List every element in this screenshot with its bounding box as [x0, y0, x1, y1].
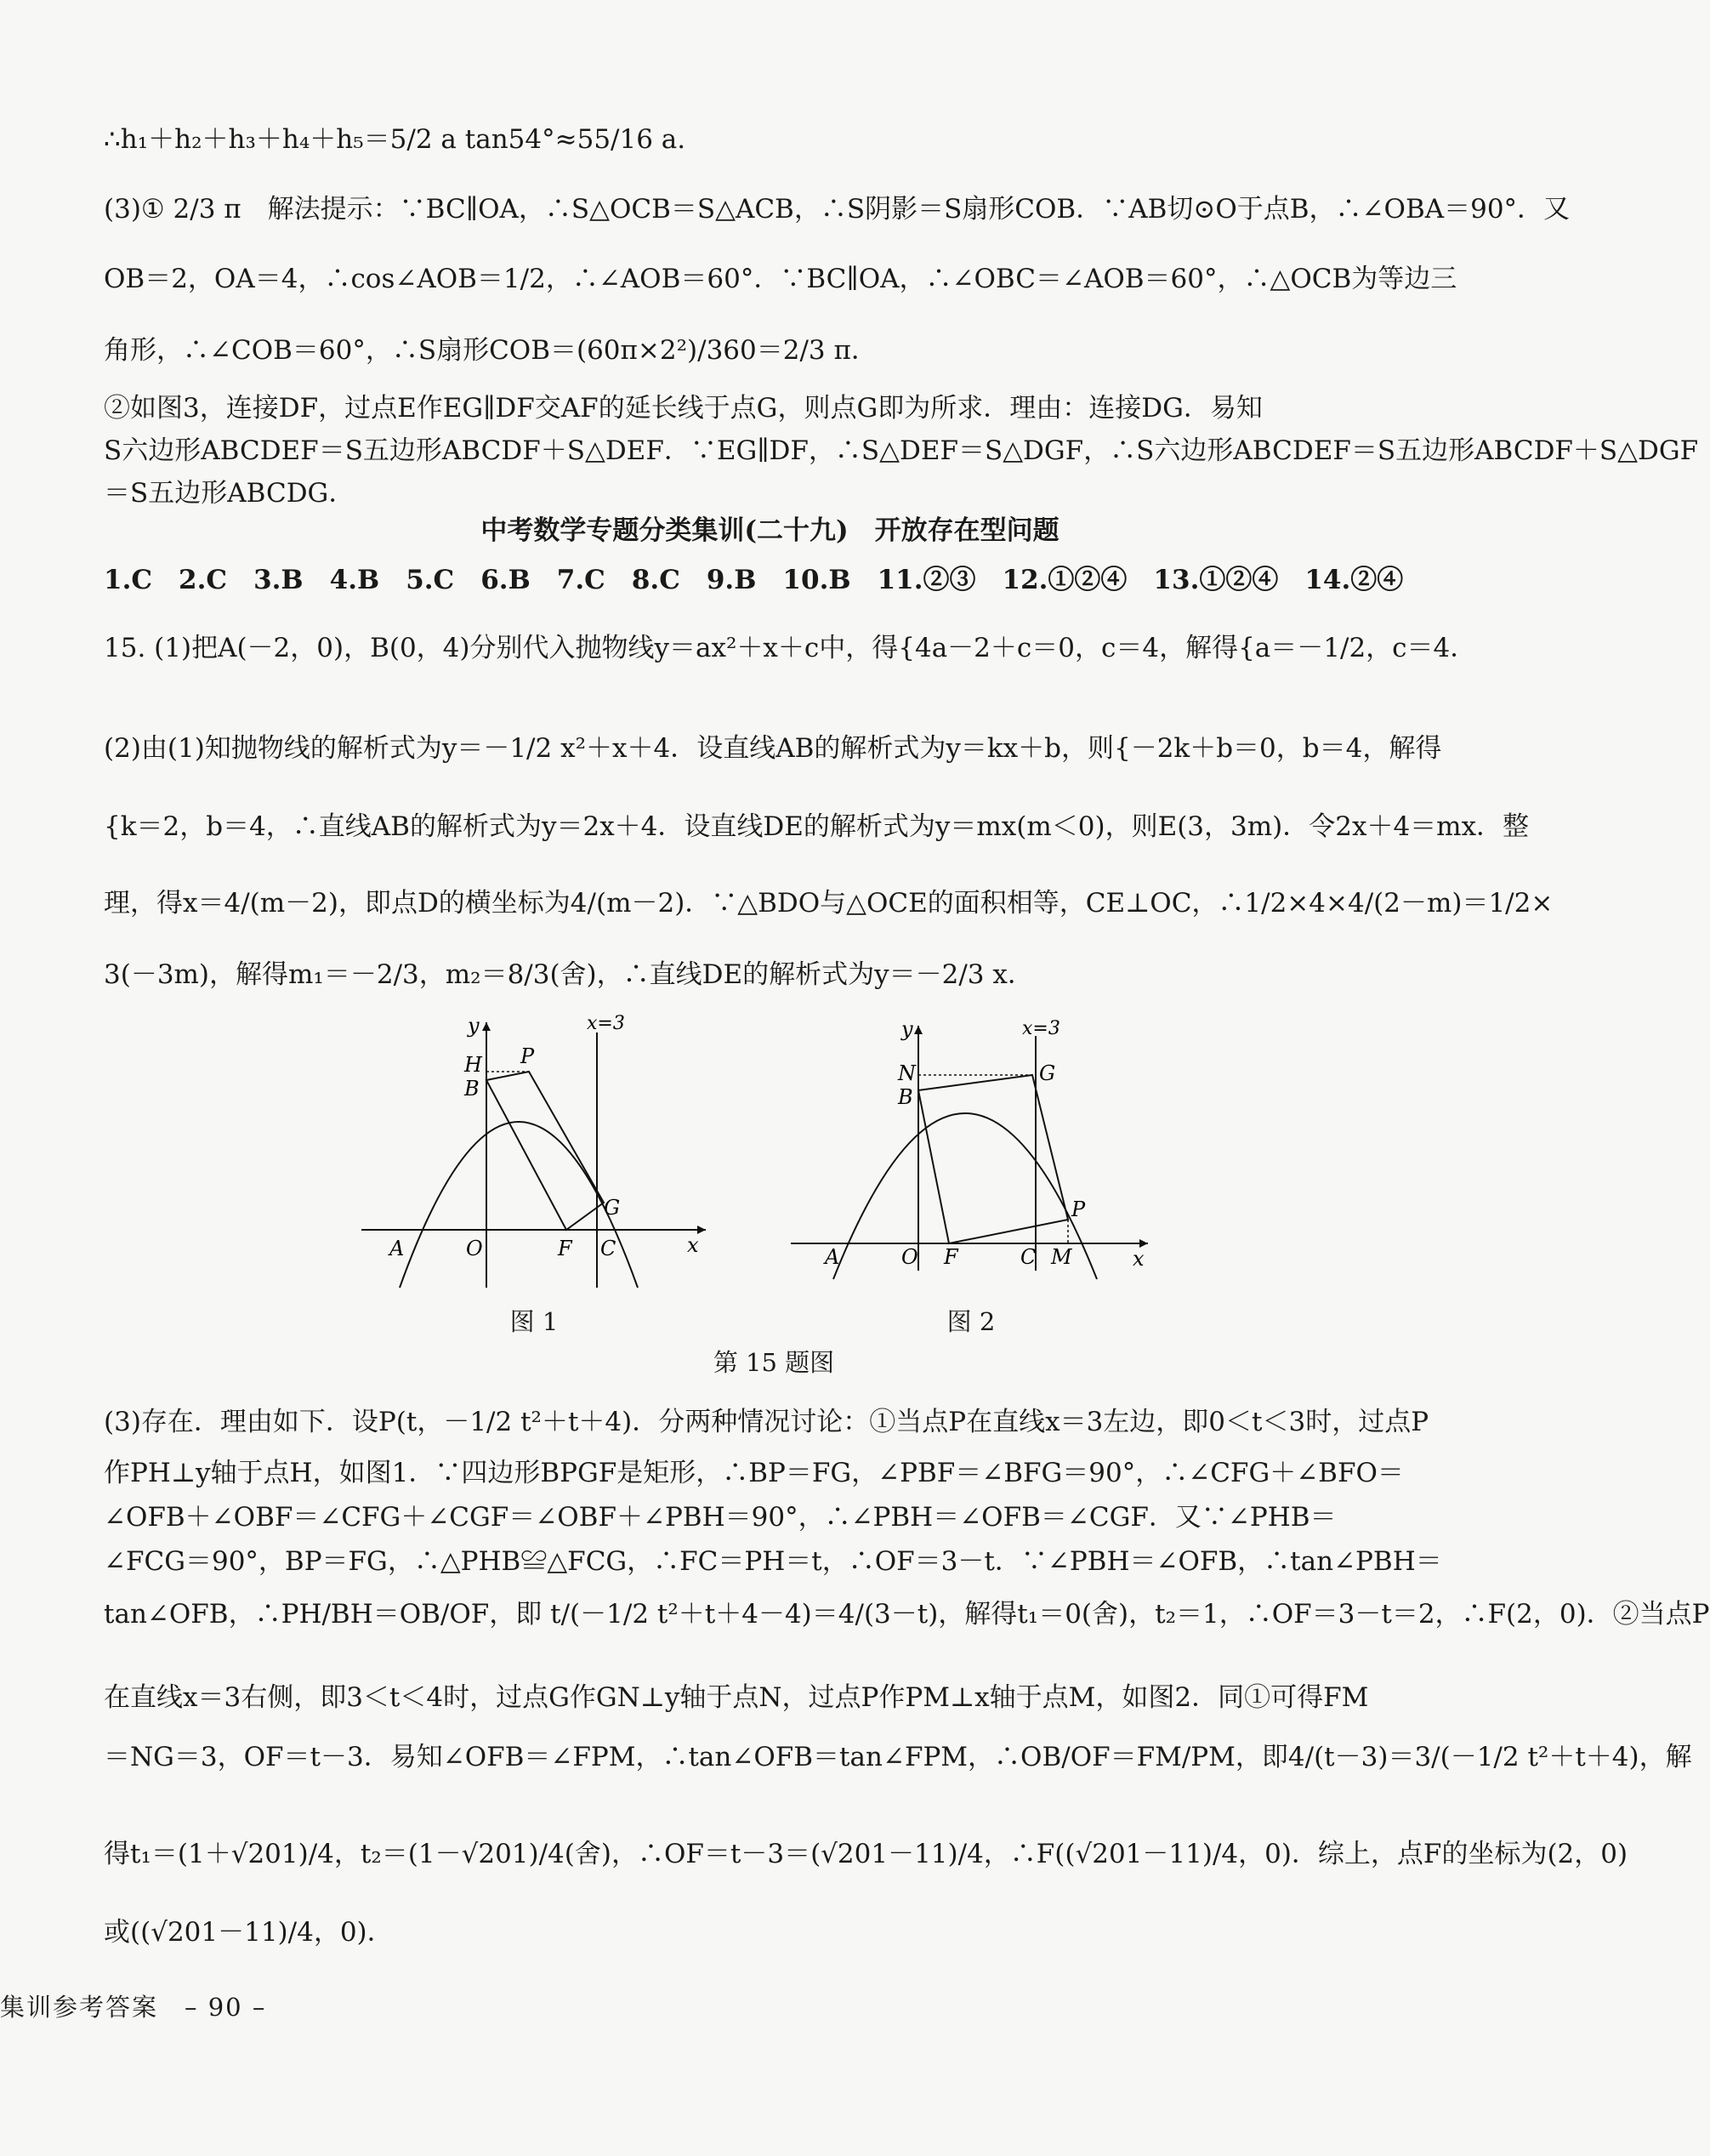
text-line-q15-4: 理，得x＝4/(m－2)，即点D的横坐标为4/(m－2)．∵△BDO与△OCE的面积相等，CE⊥OC，∴1/2×4×4/(2－m)＝1/2× — [104, 888, 1554, 919]
text-line-q15-6: (3)存在．理由如下．设P(t，－1/2 t²＋t＋4)．分两种情况讨论：①当点P在直线x＝3左边，即0＜t＜3时，过点P — [104, 1407, 1429, 1437]
fig1-label-A: A — [389, 1237, 405, 1260]
fig1-label-O: O — [466, 1237, 483, 1260]
text-line-q15-11: 在直线x＝3右侧，即3＜t＜4时，过点G作GN⊥y轴于点N，过点P作PM⊥x轴于点M，如图2．同①可得FM — [104, 1682, 1369, 1713]
text-line-q15-14: 或((√201－11)/4，0)． — [104, 1917, 394, 1948]
text-line-q15-1: 15. (1)把A(－2，0)，B(0，4)分别代入抛物线y＝ax²＋x＋c中，得{4a－2＋c＝0，c＝4，解得{a＝－1/2，c＝4． — [104, 633, 1477, 663]
fig1-label-C: C — [600, 1237, 616, 1260]
fig1-label-y: y — [468, 1014, 480, 1038]
fig2-label-M: M — [1051, 1245, 1072, 1269]
text-line-q15-5: 3(－3m)，解得m₁＝－2/3，m₂＝8/3(舍)，∴直线DE的解析式为y＝－2/3 x． — [104, 959, 1034, 990]
answers-line: 1.C 2.C 3.B 4.B 5.C 6.B 7.C 8.C 9.B 10.B 11.②③ 12.①②④ 13.①②④ 14.②④ — [104, 565, 1404, 595]
section-title: 中考数学专题分类集训(二十九) 开放存在型问题 — [480, 515, 1060, 546]
fig2-label-P: P — [1071, 1197, 1086, 1221]
text-line-1: ∴h₁＋h₂＋h₃＋h₄＋h₅＝5/2 a tan54°≈55/16 a. — [104, 124, 686, 155]
text-line-q15-7: 作PH⊥y轴于点H，如图1．∵四边形BPGF是矩形，∴BP＝FG，∠PBF＝∠BFG＝90°，∴∠CFG＋∠BFO＝ — [104, 1458, 1404, 1488]
caption-figure-group: 第 15 题图 — [713, 1348, 835, 1377]
fig1-label-F: F — [558, 1237, 572, 1260]
caption-fig2: 图 2 — [946, 1307, 996, 1336]
fig1-label-x3: x=3 — [587, 1013, 625, 1034]
fig2-label-C: C — [1020, 1245, 1037, 1269]
text-line-2: (3)① 2/3 π 解法提示：∵BC∥OA，∴S△OCB＝S△ACB，∴S阴影＝S扇形COB．∵AB切⊙O于点B，∴∠OBA＝90°．又 — [104, 194, 1571, 225]
fig1-label-G: G — [604, 1196, 621, 1220]
fig2-label-O: O — [901, 1245, 918, 1269]
fig2-label-x3: x=3 — [1022, 1018, 1060, 1039]
text-line-q15-2: (2)由(1)知抛物线的解析式为y＝－1/2 x²＋x＋4．设直线AB的解析式为y＝kx＋b，则{－2k＋b＝0，b＝4，解得 — [104, 733, 1442, 764]
figure-2 — [782, 1015, 1156, 1288]
fig2-label-F: F — [944, 1245, 958, 1269]
text-line-q15-3: {k＝2，b＝4，∴直线AB的解析式为y＝2x＋4．设直线DE的解析式为y＝mx(m＜0)，则E(3，3m)．令2x＋4＝mx．整 — [104, 811, 1530, 842]
text-line-3: OB＝2，OA＝4，∴cos∠AOB＝1/2，∴∠AOB＝60°．∵BC∥OA，∴∠OBC＝∠AOB＝60°，∴△OCB为等边三 — [104, 264, 1457, 294]
page-footer: 集训参考答案 – 90 – — [0, 1993, 267, 2022]
fig2-label-A: A — [825, 1245, 840, 1269]
figure-2-svg — [782, 1015, 1156, 1288]
fig2-label-x: x — [1133, 1247, 1145, 1271]
figure-1 — [357, 1007, 714, 1296]
fig2-label-G: G — [1039, 1061, 1056, 1085]
fig1-label-H: H — [464, 1053, 482, 1077]
text-line-7: ＝S五边形ABCDG． — [104, 478, 355, 509]
text-line-q15-12: ＝NG＝3，OF＝t－3．易知∠OFB＝∠FPM，∴tan∠OFB＝tan∠FPM，∴OB/OF＝FM/PM，即4/(t－3)＝3/(－1/2 t²＋t＋4)，解 — [104, 1742, 1692, 1772]
text-line-q15-13: 得t₁＝(1＋√201)/4，t₂＝(1－√201)/4(舍)，∴OF＝t－3＝(√201－11)/4，∴F((√201－11)/4，0)．综上，点F的坐标为(2，0) — [104, 1839, 1628, 1869]
fig1-label-B: B — [464, 1077, 480, 1101]
fig1-label-P: P — [520, 1044, 535, 1068]
text-line-6: S六边形ABCDEF＝S五边形ABCDF＋S△DEF．∵EG∥DF，∴S△DEF＝S△DGF，∴S六边形ABCDEF＝S五边形ABCDF＋S△DGF — [104, 435, 1699, 466]
fig1-label-x: x — [687, 1233, 699, 1257]
text-line-4: 角形，∴∠COB＝60°，∴S扇形COB＝(60π×2²)/360＝2/3 π． — [104, 335, 878, 366]
text-line-5: ②如图3，连接DF，过点E作EG∥DF交AF的延长线于点G，则点G即为所求．理由：连接DG．易知 — [104, 393, 1263, 424]
fig2-label-B: B — [898, 1085, 913, 1109]
text-line-q15-9: ∠FCG＝90°，BP＝FG，∴△PHB≌△FCG，∴FC＝PH＝t，∴OF＝3－t．∵∠PBH＝∠OFB，∴tan∠PBH＝ — [104, 1546, 1442, 1577]
text-line-q15-10: tan∠OFB，∴PH/BH＝OB/OF，即 t/(－1/2 t²＋t＋4－4)＝4/(3－t)，解得t₁＝0(舍)，t₂＝1，∴OF＝3－t＝2，∴F(2，0)．②当点P — [104, 1599, 1710, 1630]
caption-fig1: 图 1 — [509, 1307, 559, 1336]
text-line-q15-8: ∠OFB＋∠OBF＝∠CFG＋∠CGF＝∠OBF＋∠PBH＝90°，∴∠PBH＝∠OFB＝∠CGF．又∵∠PHB＝ — [104, 1502, 1337, 1533]
fig2-label-y: y — [901, 1017, 913, 1041]
figure-1-svg — [357, 1007, 714, 1296]
fig2-label-N: N — [898, 1061, 916, 1085]
